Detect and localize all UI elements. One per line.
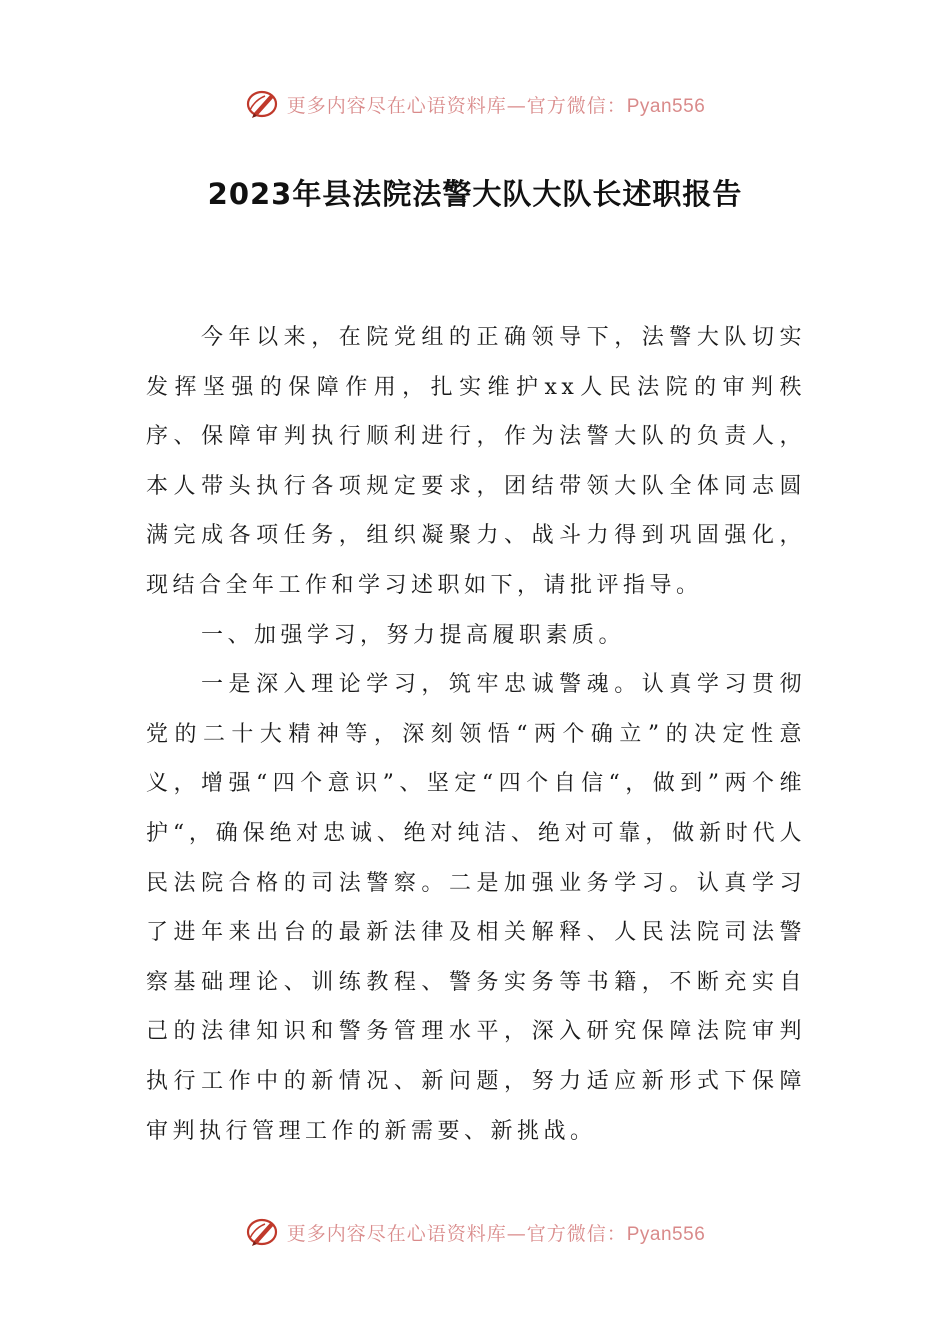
document-title: 2023年县法院法警大队大队长述职报告 bbox=[207, 177, 743, 211]
section-heading-1: 一、加强学习，努力提高履职素质。 bbox=[201, 622, 626, 648]
wechat-id: Pyan556 bbox=[626, 95, 706, 117]
pen-logo-icon bbox=[245, 86, 281, 122]
watermark-footer bbox=[0, 1212, 950, 1252]
watermark-header bbox=[0, 84, 950, 124]
paragraph-intro: 今年以来，在院党组的正确领导下，法警大队切实发挥坚强的保障作用，扎实维护xx人民法院的审判秩序、保障审判执行顺利进行，作为法警大队的负责人，本人带头执行各项规定要求，团结带领大队全体同志圆满完成各项任务，组织凝聚力、战斗力得到巩固强化，现结合全年工作和学习述职如下，请批评指导。 bbox=[146, 325, 806, 598]
watermark-text: 更多内容尽在心语资料库—官方微信：Pyan556 bbox=[286, 94, 706, 117]
document-body bbox=[146, 313, 806, 1156]
watermark-text: 更多内容尽在心语资料库—官方微信：Pyan556 bbox=[286, 1222, 706, 1245]
wechat-id: Pyan556 bbox=[626, 1223, 706, 1245]
pen-logo-icon bbox=[245, 1214, 281, 1250]
paragraph-study: 一是深入理论学习，筑牢忠诚警魂。认真学习贯彻党的二十大精神等，深刻领悟“两个确立”的决定性意义，增强“四个意识”、坚定“四个自信“，做到”两个维护“，确保绝对忠诚、绝对纯洁、绝对可靠，做新时代人民法院合格的司法警察。二是加强业务学习。认真学习了进年来出台的最新法律及相关解释、人民法院司法警察基础理论、训练教程、警务实务等书籍，不断充实自己的法律知识和警务管理水平，深入研究保障法院审判执行工作中的新情况、新问题，努力适应新形式下保障审判执行管理工作的新需要、新挑战。 bbox=[146, 672, 806, 1144]
